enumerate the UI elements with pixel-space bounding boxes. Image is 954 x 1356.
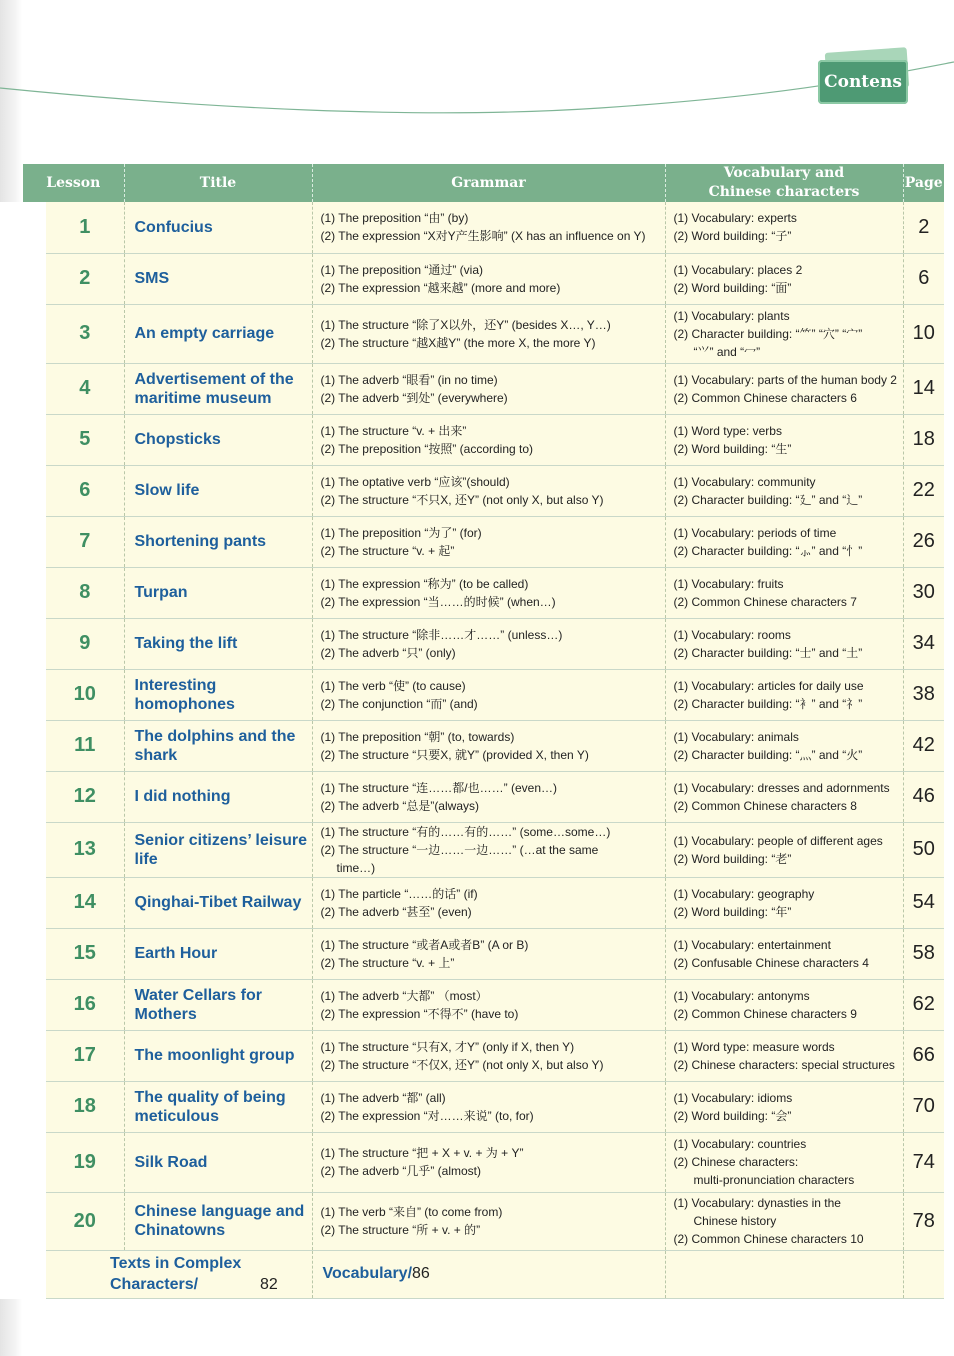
lesson-number: 5 <box>23 414 124 465</box>
lesson-title[interactable]: An empty carriage <box>124 304 312 363</box>
grammar-point: (2) The expression “对……来说” (to, for) <box>320 1108 534 1123</box>
vocab-point: (1) Vocabulary: parts of the human body 2 <box>673 372 897 387</box>
vocab-cell <box>665 618 903 669</box>
grammar-point: (2) The adverb “只” (only) <box>320 645 456 660</box>
grammar-cell <box>312 822 665 877</box>
lesson-number: 19 <box>23 1132 124 1192</box>
vocab-point: (2) Character building: “衤” and “礻” <box>673 696 863 711</box>
grammar-point: (1) The preposition “为了” (for) <box>320 525 482 540</box>
vocab-cell <box>665 928 903 979</box>
lesson-row[interactable] <box>23 516 944 567</box>
lesson-row[interactable] <box>23 877 944 928</box>
grammar-point: (1) The structure “v. + 出来” <box>320 423 467 438</box>
vocab-point: “⺍” and “冖” <box>693 344 761 359</box>
grammar-cell <box>312 516 665 567</box>
grammar-cell <box>312 465 665 516</box>
page-number[interactable]: 6 <box>903 253 944 304</box>
lesson-row[interactable] <box>23 363 944 414</box>
lesson-title[interactable]: SMS <box>124 253 312 304</box>
grammar-cell <box>312 304 665 363</box>
grammar-point: (2) The structure “越X越Y” (the more X, the more Y) <box>320 335 596 350</box>
vocab-cell <box>665 567 903 618</box>
grammar-point: (1) The preposition “朝” (to, towards) <box>320 729 515 744</box>
vocab-point: Chinese history <box>693 1214 777 1228</box>
grammar-point: (1) The preposition “通过” (via) <box>320 262 483 277</box>
grammar-point: (2) The expression “当……的时候” (when…) <box>320 594 556 609</box>
grammar-point: (2) The expression “不得不” (have to) <box>320 1006 519 1021</box>
vocab-cell <box>665 979 903 1030</box>
lesson-title[interactable]: Interesting homophones <box>124 669 312 720</box>
grammar-point: (1) The expression “称为” (to be called) <box>320 576 529 591</box>
vocab-point: (1) Vocabulary: idioms <box>673 1090 793 1105</box>
vocab-point: (1) Vocabulary: people of different ages <box>673 833 883 848</box>
grammar-cell <box>312 928 665 979</box>
page-number[interactable]: 74 <box>903 1132 944 1192</box>
col-vocab-line1: Vocabulary and <box>723 165 845 181</box>
col-grammar: Grammar <box>312 164 665 202</box>
vocab-cell <box>665 304 903 363</box>
vocab-point: multi-pronunciation characters <box>693 1173 855 1187</box>
lesson-title[interactable]: Slow life <box>124 465 312 516</box>
vocab-cell <box>665 414 903 465</box>
grammar-cell <box>312 618 665 669</box>
vocab-point: (2) Word building: “年” <box>673 904 792 919</box>
lesson-title[interactable]: Taking the lift <box>124 618 312 669</box>
page-number[interactable]: 42 <box>903 720 944 771</box>
vocab-cell <box>665 771 903 822</box>
lesson-title[interactable]: The dolphins and the shark <box>124 720 312 771</box>
header-curve <box>0 0 954 160</box>
grammar-cell <box>312 414 665 465</box>
grammar-point: (1) The structure “连……都/也……” (even…) <box>320 780 557 795</box>
vocab-cell <box>665 669 903 720</box>
lesson-title[interactable]: Qinghai-Tibet Railway <box>124 877 312 928</box>
grammar-point: (1) The structure “或者A或者B” (A or B) <box>320 937 529 952</box>
vocab-point: (2) Word building: “生” <box>673 441 792 456</box>
vocab-point: (1) Vocabulary: plants <box>673 308 790 323</box>
lesson-title[interactable]: Silk Road <box>124 1132 312 1192</box>
grammar-cell <box>312 567 665 618</box>
grammar-point: (2) The structure “v. + 起” <box>320 543 455 558</box>
contents-badge: Contens <box>818 60 908 104</box>
lesson-number: 20 <box>23 1192 124 1250</box>
page-number[interactable]: 34 <box>903 618 944 669</box>
vocab-point: (1) Word type: measure words <box>673 1039 835 1054</box>
page-number[interactable]: 62 <box>903 979 944 1030</box>
vocab-point: (2) Common Chinese characters 8 <box>673 798 857 813</box>
lesson-number: 14 <box>23 877 124 928</box>
lesson-row[interactable] <box>23 928 944 979</box>
grammar-point: (1) The adverb “都” (all) <box>320 1090 446 1105</box>
vocab-cell <box>665 1030 903 1081</box>
vocab-cell <box>665 877 903 928</box>
page-number[interactable]: 14 <box>903 363 944 414</box>
vocabulary-label: Vocabulary/ <box>322 1265 413 1282</box>
vocab-point: (1) Word type: verbs <box>673 423 782 438</box>
vocab-point: (1) Vocabulary: articles for daily use <box>673 678 864 693</box>
page-number[interactable]: 38 <box>903 669 944 720</box>
lesson-row[interactable] <box>23 253 944 304</box>
grammar-point: (1) The adverb “大都” （most） <box>320 988 488 1003</box>
lesson-row[interactable] <box>23 979 944 1030</box>
grammar-point: (2) The adverb “总是”(always) <box>320 798 479 813</box>
grammar-cell <box>312 1081 665 1132</box>
lesson-number: 3 <box>23 304 124 363</box>
lesson-title[interactable]: The quality of being meticulous <box>124 1081 312 1132</box>
lesson-number: 4 <box>23 363 124 414</box>
grammar-point: (2) The structure “一边……一边……” (…at the same <box>320 842 599 857</box>
lesson-title[interactable]: Earth Hour <box>124 928 312 979</box>
vocab-point: (1) Vocabulary: dresses and adornments <box>673 780 890 795</box>
vocab-point: (1) Vocabulary: rooms <box>673 627 791 642</box>
lesson-row[interactable] <box>23 1081 944 1132</box>
col-vocab-line2: Chinese characters <box>708 184 860 200</box>
vocab-point: (1) Vocabulary: entertainment <box>673 937 831 952</box>
lesson-row[interactable] <box>23 618 944 669</box>
lesson-row[interactable] <box>23 1030 944 1081</box>
lesson-row[interactable] <box>23 465 944 516</box>
vocab-point: (1) Vocabulary: community <box>673 474 816 489</box>
grammar-point: (1) The verb “使” (to cause) <box>320 678 466 693</box>
lesson-number: 8 <box>23 567 124 618</box>
grammar-cell <box>312 720 665 771</box>
lesson-row[interactable] <box>23 414 944 465</box>
vocab-point: (2) Word building: “面” <box>673 280 792 295</box>
lesson-row[interactable] <box>23 567 944 618</box>
lesson-number: 1 <box>23 202 124 253</box>
vocab-point: (1) Vocabulary: animals <box>673 729 799 744</box>
vocabulary-link[interactable] <box>312 1250 665 1298</box>
lesson-number: 17 <box>23 1030 124 1081</box>
vocab-point: (1) Vocabulary: dynasties in the <box>673 1196 841 1210</box>
grammar-point: (2) The structure “v. + 上” <box>320 955 455 970</box>
grammar-point: (1) The preposition “由” (by) <box>320 211 469 226</box>
lesson-title[interactable]: Confucius <box>124 202 312 253</box>
col-page: Page <box>903 164 944 202</box>
grammar-point: (1) The optative verb “应该”(should) <box>320 474 510 489</box>
grammar-point: (2) The adverb “几乎” (almost) <box>320 1164 481 1178</box>
grammar-point: time…) <box>336 860 376 875</box>
empty-cell <box>665 1250 903 1298</box>
lesson-number: 13 <box>23 822 124 877</box>
lesson-title[interactable]: Water Cellars for Mothers <box>124 979 312 1030</box>
vocab-cell <box>665 1081 903 1132</box>
grammar-cell <box>312 363 665 414</box>
grammar-point: (1) The structure “只有X, 才Y” (only if X, then Y) <box>320 1039 575 1054</box>
page-number[interactable]: 54 <box>903 877 944 928</box>
vocab-cell <box>665 720 903 771</box>
lesson-number: 15 <box>23 928 124 979</box>
lesson-row[interactable] <box>23 1192 944 1250</box>
grammar-point: (2) The structure “不只X, 还Y” (not only X, but also Y) <box>320 492 604 507</box>
lesson-title[interactable]: Senior citizens’ leisure life <box>124 822 312 877</box>
vocab-point: (2) Character building: “⺮” “穴” “宀” <box>673 326 863 341</box>
grammar-point: (2) The adverb “到处” (everywhere) <box>320 390 508 405</box>
complex-characters-page: 82 <box>260 1276 278 1293</box>
grammar-cell <box>312 669 665 720</box>
lesson-number: 2 <box>23 253 124 304</box>
appendix-row <box>23 1250 944 1298</box>
vocab-cell <box>665 363 903 414</box>
lesson-title[interactable]: Chopsticks <box>124 414 312 465</box>
vocab-point: (2) Chinese characters: special structures <box>673 1057 895 1072</box>
vocab-cell <box>665 465 903 516</box>
lesson-number: 10 <box>23 669 124 720</box>
lesson-number: 11 <box>23 720 124 771</box>
grammar-point: (1) The adverb “眼看” (in no time) <box>320 372 498 387</box>
grammar-point: (1) The structure “除非……才……” (unless…) <box>320 627 563 642</box>
vocab-point: (2) Character building: “⺗” and “忄” <box>673 543 863 558</box>
lesson-title[interactable]: Shortening pants <box>124 516 312 567</box>
grammar-point: (1) The structure “把 + X + v. + 为 + Y” <box>320 1146 524 1160</box>
vocab-point: (1) Vocabulary: periods of time <box>673 525 837 540</box>
page-number[interactable]: 58 <box>903 928 944 979</box>
lesson-number: 6 <box>23 465 124 516</box>
vocab-cell <box>665 516 903 567</box>
vocab-point: (1) Vocabulary: places 2 <box>673 262 803 277</box>
vocab-cell <box>665 253 903 304</box>
lesson-number: 9 <box>23 618 124 669</box>
vocab-point: (2) Word building: “子” <box>673 229 792 244</box>
page-number[interactable]: 26 <box>903 516 944 567</box>
vocab-point: (2) Common Chinese characters 6 <box>673 390 857 405</box>
lesson-number: 18 <box>23 1081 124 1132</box>
vocab-point: (2) Common Chinese characters 9 <box>673 1006 857 1021</box>
vocab-point: (1) Vocabulary: experts <box>673 211 797 226</box>
grammar-point: (1) The particle “……的话” (if) <box>320 886 478 901</box>
vocab-point: (1) Vocabulary: antonyms <box>673 988 810 1003</box>
grammar-cell <box>312 771 665 822</box>
page-number[interactable]: 30 <box>903 567 944 618</box>
lesson-row[interactable] <box>23 1132 944 1192</box>
grammar-cell <box>312 1132 665 1192</box>
vocab-point: (2) Character building: “廴” and “辶” <box>673 492 863 507</box>
vocab-point: (1) Vocabulary: countries <box>673 1137 807 1151</box>
complex-characters-link[interactable] <box>23 1250 312 1298</box>
lesson-row[interactable] <box>23 202 944 253</box>
grammar-cell <box>312 877 665 928</box>
grammar-point: (2) The structure “不仅X, 还Y” (not only X, but also Y) <box>320 1057 604 1072</box>
vocab-point: (1) Vocabulary: fruits <box>673 576 784 591</box>
vocab-point: (2) Character building: “灬” and “火” <box>673 747 863 762</box>
grammar-point: (2) The expression “X对Y产生影响” (X has an influence on Y) <box>320 229 646 244</box>
lesson-title[interactable]: The moonlight group <box>124 1030 312 1081</box>
vocab-point: (2) Common Chinese characters 7 <box>673 594 857 609</box>
lesson-title[interactable]: Chinese language and Chinatowns <box>124 1192 312 1250</box>
vocab-cell <box>665 1132 903 1192</box>
grammar-cell <box>312 1192 665 1250</box>
lesson-number: 7 <box>23 516 124 567</box>
lesson-title[interactable]: I did nothing <box>124 771 312 822</box>
header-row <box>23 164 944 202</box>
grammar-cell <box>312 1030 665 1081</box>
grammar-point: (2) The preposition “按照” (according to) <box>320 441 534 456</box>
contents-table <box>0 164 944 1299</box>
grammar-point: (2) The structure “只要X, 就Y” (provided X, then Y) <box>320 747 589 762</box>
page-number[interactable]: 66 <box>903 1030 944 1081</box>
vocab-cell <box>665 202 903 253</box>
grammar-point: (1) The structure “有的……有的……” (some…some…) <box>320 824 611 839</box>
page-number[interactable]: 18 <box>903 414 944 465</box>
grammar-cell <box>312 979 665 1030</box>
grammar-point: (2) The expression “越来越” (more and more) <box>320 280 561 295</box>
page-number[interactable]: 50 <box>903 822 944 877</box>
page-number[interactable]: 70 <box>903 1081 944 1132</box>
vocab-point: (1) Vocabulary: geography <box>673 886 815 901</box>
lesson-row[interactable] <box>23 822 944 877</box>
col-lesson: Lesson <box>23 164 124 202</box>
lesson-row[interactable] <box>23 304 944 363</box>
lesson-title[interactable]: Advertisement of the maritime museum <box>124 363 312 414</box>
lesson-row[interactable] <box>23 669 944 720</box>
grammar-point: (1) The structure “除了X以外，还Y” (besides X…, Y…) <box>320 317 611 332</box>
lesson-row[interactable] <box>23 771 944 822</box>
lesson-number: 12 <box>23 771 124 822</box>
grammar-point: (1) The verb “来自” (to come from) <box>320 1205 503 1219</box>
page-number[interactable]: 2 <box>903 202 944 253</box>
vocab-point: (2) Word building: “老” <box>673 851 792 866</box>
vocab-point: (2) Word building: “会” <box>673 1108 792 1123</box>
vocab-point: (2) Chinese characters: <box>673 1155 799 1169</box>
vocab-point: (2) Common Chinese characters 10 <box>673 1232 864 1246</box>
vocab-cell <box>665 822 903 877</box>
page-number[interactable]: 46 <box>903 771 944 822</box>
col-title: Title <box>124 164 312 202</box>
lesson-row[interactable] <box>23 720 944 771</box>
vocab-cell <box>665 1192 903 1250</box>
vocabulary-page: 86 <box>412 1265 430 1282</box>
grammar-point: (2) The structure “所 + v. + 的” <box>320 1223 481 1237</box>
empty-cell <box>903 1250 944 1298</box>
lesson-number: 16 <box>23 979 124 1030</box>
vocab-point: (2) Character building: “士” and “土” <box>673 645 863 660</box>
lesson-title[interactable]: Turpan <box>124 567 312 618</box>
page-number[interactable]: 10 <box>903 304 944 363</box>
page-number[interactable]: 78 <box>903 1192 944 1250</box>
col-vocab <box>665 164 903 202</box>
grammar-cell <box>312 202 665 253</box>
grammar-point: (2) The conjunction “而” (and) <box>320 696 478 711</box>
grammar-point: (2) The adverb “甚至” (even) <box>320 904 472 919</box>
complex-characters-label: Texts in Complex Characters/ <box>110 1255 242 1293</box>
page-number[interactable]: 22 <box>903 465 944 516</box>
grammar-cell <box>312 253 665 304</box>
vocab-point: (2) Confusable Chinese characters 4 <box>673 955 869 970</box>
